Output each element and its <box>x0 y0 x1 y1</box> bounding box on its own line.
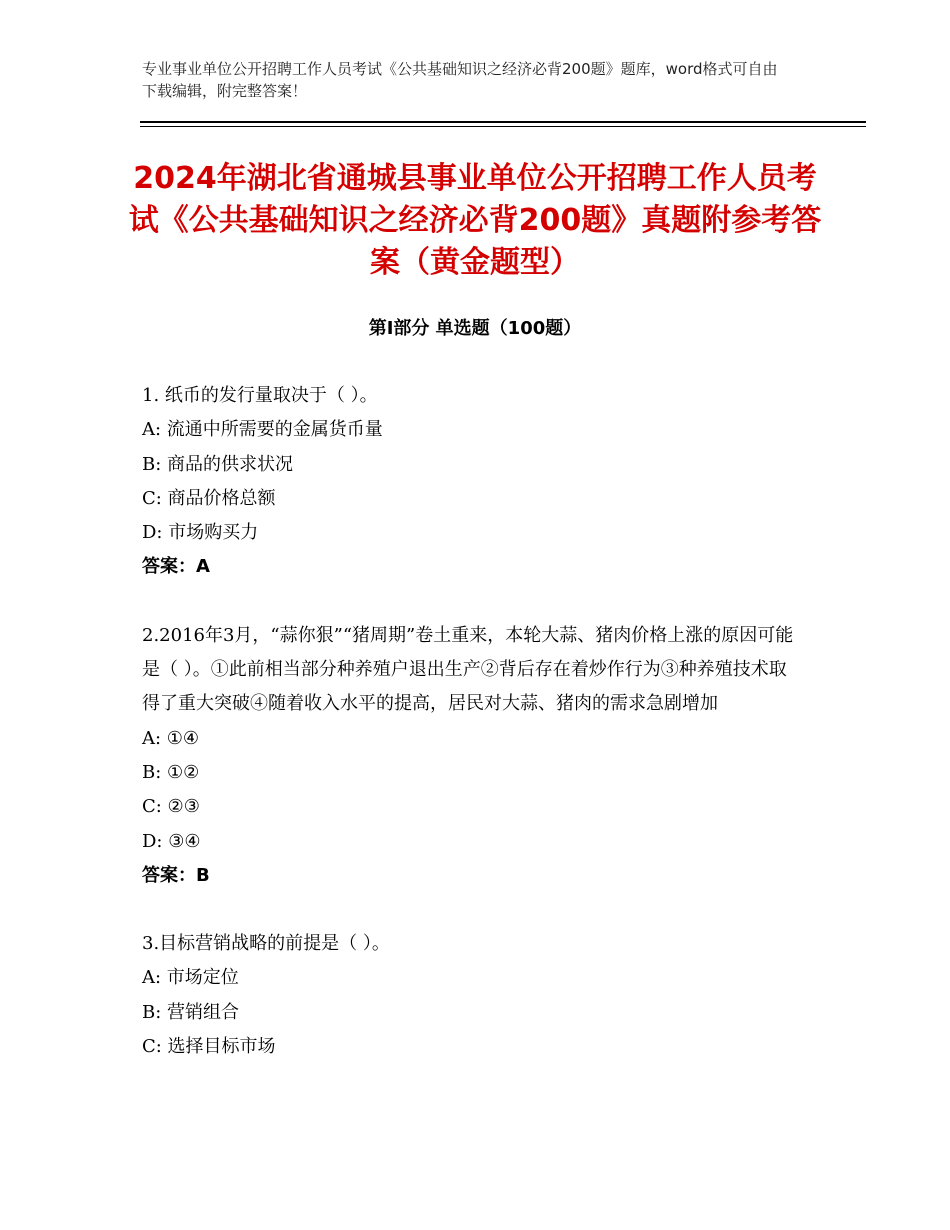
question-stem: 1. 纸币的发行量取决于（ ）。 <box>142 385 378 406</box>
question-2 <box>142 619 802 893</box>
option-d: D: ③④ <box>142 830 201 852</box>
option-b: B: ①② <box>142 761 200 783</box>
question-stem: 2.2016年3月，“蒜你狠”“猪周期”卷土重来，本轮大蒜、猪肉价格上涨的原因可能是（ ）。①此前相当部分种养殖户退出生产②背后存在着炒作行为③种养殖技术取得了重大突破④随着收入水平的提高，居民对大蒜、猪肉的需求急剧增加 <box>142 624 794 715</box>
question-stem: 3.目标营销战略的前提是（ ）。 <box>142 933 390 955</box>
question-3 <box>142 927 802 1064</box>
header-rule-thick <box>140 121 866 123</box>
option-c: C: 商品价格总额 <box>142 487 276 509</box>
answer: 答案：A <box>142 556 210 578</box>
option-d: D: 市场购买力 <box>142 522 259 544</box>
question-list <box>142 379 802 1064</box>
document-title: 2024年湖北省通城县事业单位公开招聘工作人员考试《公共基础知识之经济必背200题》真题附参考答案（黄金题型） <box>128 161 822 280</box>
option-a: A: 流通中所需要的金属货币量 <box>142 419 383 441</box>
question-1 <box>142 379 802 585</box>
option-a: A: ①④ <box>142 727 200 749</box>
option-b: B: 营销组合 <box>142 1001 240 1023</box>
spacer <box>142 585 802 619</box>
header-note: 专业事业单位公开招聘工作人员考试《公共基础知识之经济必背200题》题库，word格式可自由下载编辑，附完整答案！ <box>142 60 778 100</box>
spacer <box>142 893 802 927</box>
section-title: 第Ⅰ部分 单选题（100题） <box>368 318 582 339</box>
option-a: A: 市场定位 <box>142 967 239 989</box>
option-c: C: ②③ <box>142 796 200 818</box>
option-b: B: 商品的供求状况 <box>142 453 294 475</box>
option-c: C: 选择目标市场 <box>142 1036 276 1058</box>
header-rule-thin <box>140 126 866 127</box>
answer: 答案：B <box>142 864 210 886</box>
